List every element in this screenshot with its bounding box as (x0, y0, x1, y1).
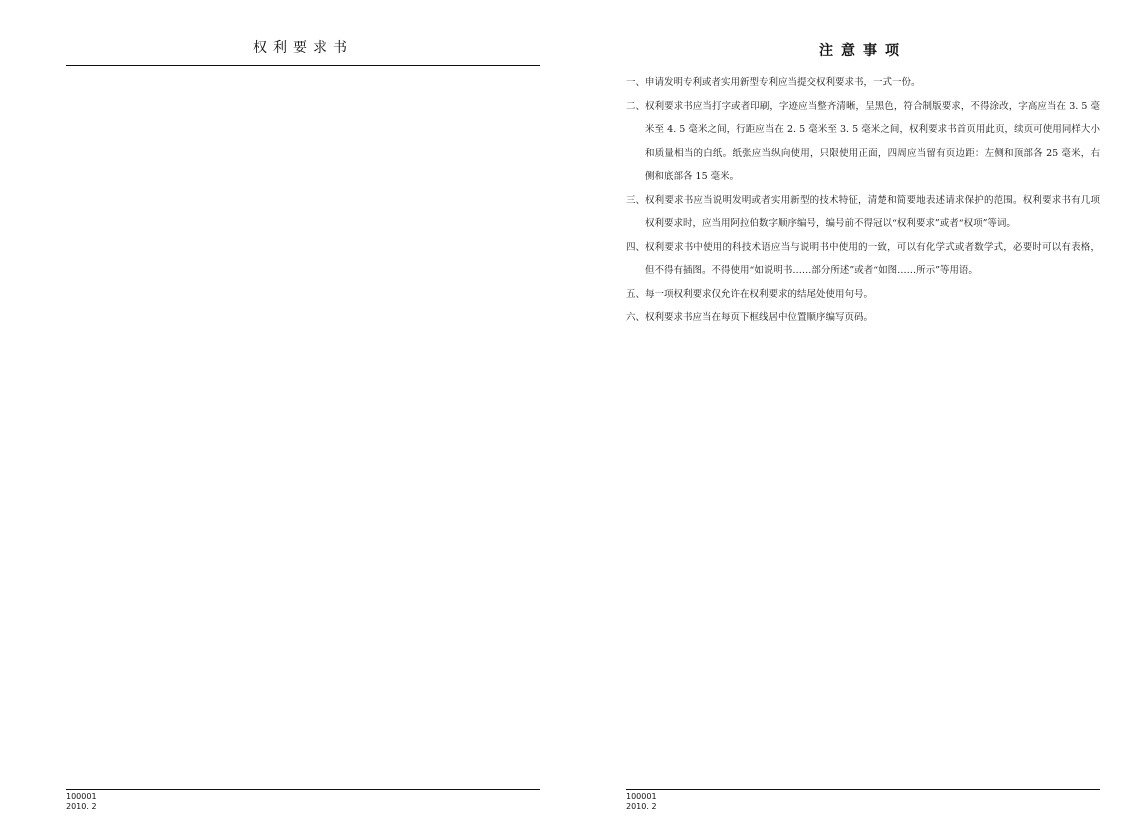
note-item (626, 71, 1100, 95)
note-item (626, 306, 1100, 330)
notes-list (626, 71, 1100, 330)
note-item (626, 189, 1100, 236)
notes-page-title: 注意事项 (819, 43, 907, 59)
note-number: 三、 (626, 194, 646, 206)
note-number: 四、 (626, 241, 646, 253)
note-number: 五、 (626, 288, 646, 300)
form-code: 100001 (626, 792, 657, 801)
note-text: 权利要求书应当说明发明或者实用新型的技术特征，清楚和简要地表述请求保护的范围。权利要求书有几项权利要求时，应当用阿拉伯数字顺序编号，编号前不得冠以“权利要求”或者“权项”等词。 (645, 194, 1100, 229)
form-code: 100001 (66, 792, 97, 801)
note-number: 二、 (626, 100, 646, 112)
footer-rule (626, 789, 1100, 790)
form-date: 2010. 2 (626, 802, 657, 811)
note-text: 每一项权利要求仅允许在权利要求的结尾处使用句号。 (645, 288, 874, 300)
note-text: 权利要求书应当在每页下框线居中位置顺序编写页码。 (645, 312, 874, 323)
form-date: 2010. 2 (66, 802, 97, 811)
note-text: 申请发明专利或者实用新型专利应当提交权利要求书，一式一份。 (645, 77, 921, 88)
claims-page-title: 权利要求书 (253, 40, 353, 56)
claims-page (66, 0, 540, 820)
note-number: 六、 (626, 312, 646, 323)
note-text: 权利要求书应当打字或者印刷，字迹应当整齐清晰，呈黑色，符合制版要求，不得涂改，字高应当在 3. 5 毫米至 4. 5 毫米之间，行距应当在 2. 5 毫米至 3. 5 毫米之间，权利要求书首页用此页，续页可使用同样大小和质量相当的白纸。纸张应当纵向使用，只限使用正面，四周应当留有页边距：左侧和顶部各 25 毫米，右侧和底部各 15 毫米。 (645, 100, 1100, 182)
note-text: 权利要求书中使用的科技术语应当与说明书中使用的一致，可以有化学式或者数学式，必要时可以有表格，但不得有插图。不得使用“如说明书……部分所述”或者“如图……所示”等用语。 (645, 241, 1100, 276)
title-rule (66, 65, 540, 66)
note-number: 一、 (626, 77, 646, 88)
note-item (626, 283, 1100, 307)
notes-page (626, 0, 1100, 820)
footer-rule (66, 789, 540, 790)
note-item (626, 95, 1100, 189)
note-item (626, 236, 1100, 283)
